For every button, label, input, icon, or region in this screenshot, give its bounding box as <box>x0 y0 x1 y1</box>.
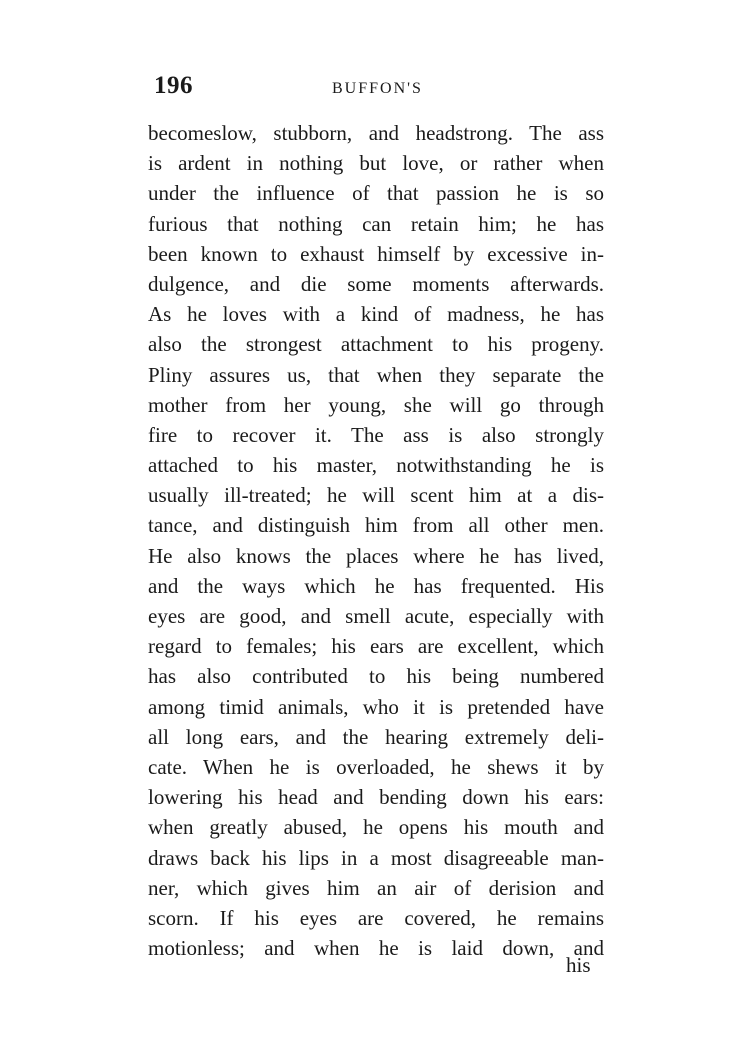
text-line: is ardent in nothing but love, or rather when <box>148 151 604 176</box>
text-line: usually ill-treated; he will scent him at a dis- <box>148 483 604 508</box>
text-line: when greatly abused, he opens his mouth and <box>148 815 604 840</box>
text-line: also the strongest attachment to his progeny. <box>148 332 604 357</box>
text-line: under the influence of that passion he is so <box>148 181 604 206</box>
text-line: dulgence, and die some moments afterwards. <box>148 271 604 296</box>
text-line: lowering his head and bending down his ears: <box>148 785 604 810</box>
text-line: becomeslow, stubborn, and headstrong. The ass <box>148 121 604 145</box>
text-line: ner, which gives him an air of derision and <box>148 875 604 900</box>
text-line: regard to females; his ears are excellent, which <box>148 634 604 659</box>
catchword: his <box>566 953 591 977</box>
text-line: scorn. If his eyes are covered, he remains <box>148 905 604 930</box>
text-line: cate. When he is overloaded, he shews it by <box>148 754 604 779</box>
text-line: As he loves with a kind of madness, he has <box>148 302 604 327</box>
text-line: has also contributed to his being numbered <box>148 664 604 689</box>
text-line: tance, and distinguish him from all other men. <box>148 513 604 538</box>
text-line: He also knows the places where he has lived, <box>148 543 604 568</box>
text-line: motionless; and when he is laid down, and <box>148 936 604 961</box>
text-line: mother from her young, she will go through <box>148 392 604 417</box>
text-line: Pliny assures us, that when they separate the <box>148 362 604 387</box>
text-line: furious that nothing can retain him; he has <box>148 211 604 236</box>
text-line: fire to recover it. The ass is also strongly <box>148 422 604 447</box>
text-line: and the ways which he has frequented. His <box>148 573 604 598</box>
page-number: 196 <box>154 72 193 99</box>
running-head: BUFFON'S <box>332 80 423 97</box>
text-line: among timid animals, who it is pretended have <box>148 694 604 719</box>
text-line: been known to exhaust himself by excessive in- <box>148 241 604 266</box>
text-line: attached to his master, notwithstanding he is <box>148 453 604 478</box>
body-text <box>148 118 604 963</box>
text-line: eyes are good, and smell acute, especially with <box>148 604 604 628</box>
text-line: all long ears, and the hearing extremely deli- <box>148 724 604 749</box>
text-line: draws back his lips in a most disagreeable man- <box>148 845 604 870</box>
